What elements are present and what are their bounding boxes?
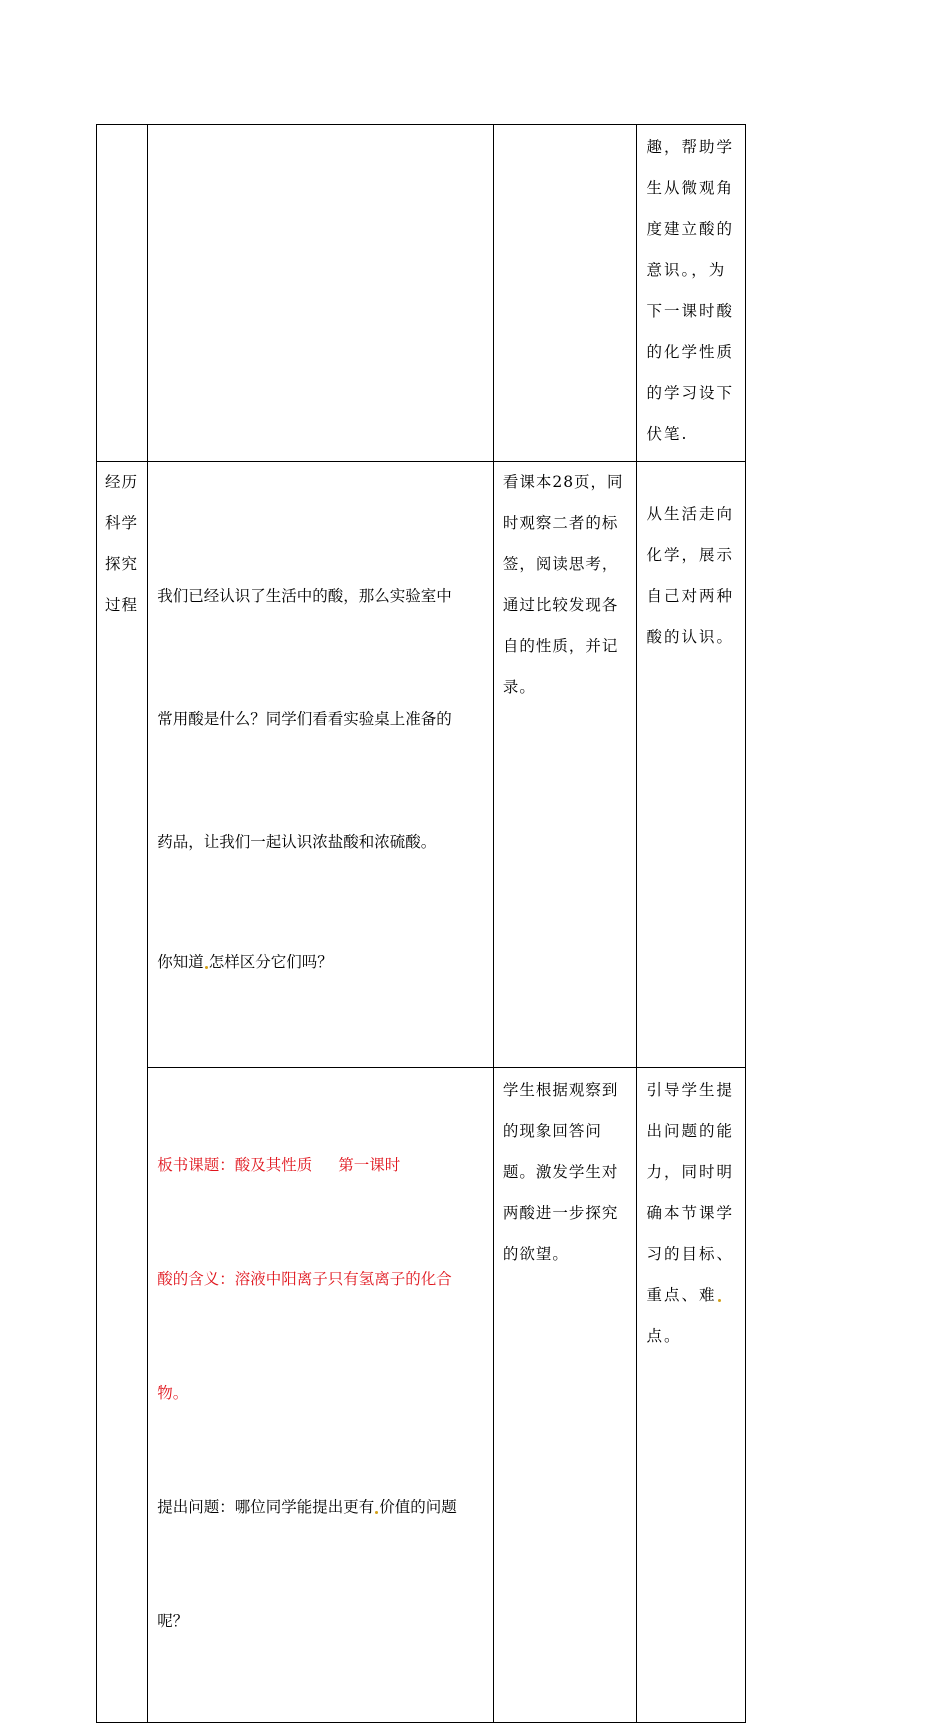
row1-stage-cell — [97, 125, 148, 462]
row3-intent-cell — [637, 1068, 746, 1723]
question-prompt-line: 提出问题：哪位同学能提出更有 价值的问题 — [157, 1498, 457, 1516]
marker-dot — [718, 1299, 721, 1302]
row3-intent-line6: 重点、难 — [646, 1275, 737, 1316]
row3-teacher-text: 板书课题：酸及其性质 第一课时 酸的含义：溶液中阳离子只有氢离子的化合 物。 提出问题：哪位同学能提出更有 价值的问题 呢？ — [148, 1068, 493, 1722]
row2-teacher-cell — [148, 462, 494, 1068]
row2-student-text: 看课本28页，同 时观察二者的标 签，阅读思考， 通过比较发现各 自的性质，并记 录。 — [502, 473, 624, 696]
row3-student-cell — [493, 1068, 637, 1723]
row3-student-text: 学生根据观察到 的现象回答问 题。激发学生对 两酸进一步探究 的欲望。 — [502, 1081, 619, 1263]
row2-intent-cell — [637, 462, 746, 1068]
row1-teacher-cell — [148, 125, 494, 462]
row2-teacher-text: 我们已经认识了生活中的酸，那么实验室中 常用酸是什么？同学们看看实验桌上准备的 药品，让我们一起认识浓盐酸和浓硫酸。 你知道 怎样区分它们吗？ — [148, 462, 493, 1067]
table-row-1 — [97, 125, 746, 462]
row3-intent-text: 引导学生提 出问题的能 力，同时明 确本节课学 习的目标、 重点、难 点。 — [637, 1068, 745, 1363]
row3-teacher-cell — [148, 1068, 494, 1723]
row2-question-line: 你知道 怎样区分它们吗？ — [157, 953, 333, 971]
board-title-line: 板书课题：酸及其性质 第一课时 — [157, 1156, 401, 1174]
stage-label-cell — [97, 462, 148, 1723]
row1-intent-cell — [637, 125, 746, 462]
lesson-plan-table — [96, 124, 746, 1723]
stage-label-text: 经历 科学 探究 过程 — [105, 473, 139, 614]
row1-intent-text: 趣，帮助学 生从微观角 度建立酸的 意识。，为 下一课时酸 的化学性质 的学习设下 伏笔. — [646, 138, 734, 443]
row1-student-cell — [493, 125, 637, 462]
table-row-3 — [97, 1068, 746, 1723]
row2-intent-text: 从生活走向 化学，展示 自己对两种 酸的认识。 — [646, 505, 734, 646]
table-row-2 — [97, 462, 746, 1068]
marker-dot — [205, 966, 208, 969]
marker-dot — [375, 1511, 378, 1514]
row2-student-cell — [493, 462, 637, 1068]
